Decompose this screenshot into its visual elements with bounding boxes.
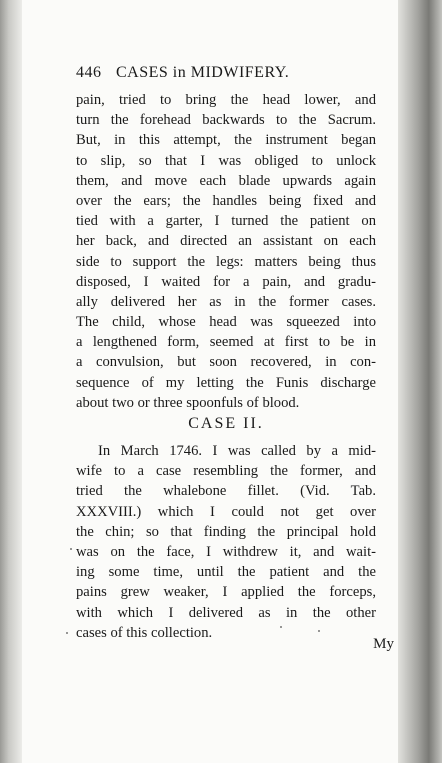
scan-speck	[280, 626, 282, 628]
text-line: sequence of my letting the Funis discharge	[76, 374, 376, 391]
text-line: In March 1746. I was called by a mid-	[98, 443, 376, 459]
running-title: CASES in MIDWIFERY.	[116, 64, 290, 81]
text-line: The child, whose head was squeezed into	[76, 314, 376, 331]
text-line: side to support the legs: matters being thus	[76, 253, 376, 270]
text-line: tried the whalebone fillet. (Vid. Tab.	[76, 483, 376, 500]
text-line: to slip, so that I was obliged to unlock	[76, 152, 376, 169]
text-line: about two or three spoonfuls of blood.	[76, 394, 300, 411]
page-number: 446	[76, 64, 102, 81]
text-line: disposed, I waited for a pain, and gradu-	[76, 273, 376, 290]
text-line: cases of this collection.	[76, 624, 213, 641]
scan-binding-shadow	[398, 0, 442, 763]
text-line: a convulsion, but soon recovered, in con-	[76, 354, 376, 371]
text-line: ing some time, until the patient and the	[76, 564, 376, 581]
catchword: My	[373, 636, 394, 652]
running-head	[76, 64, 372, 82]
text-line: XXXVIII.) which I could not get over	[76, 503, 376, 520]
paragraph-continued	[76, 90, 376, 413]
scan-speck	[66, 632, 68, 634]
scan-speck	[70, 548, 72, 550]
text-line: the chin; so that finding the principal hold	[76, 523, 376, 540]
text-line: ally delivered her as in the former cases.	[76, 293, 376, 310]
paragraph-case-two	[76, 441, 376, 643]
scan-left-margin-shadow	[0, 0, 22, 763]
text-line: pain, tried to bring the head lower, and	[76, 92, 376, 108]
text-line: over the ears; the handles being fixed and	[76, 192, 376, 209]
text-line: pains grew weaker, I applied the forceps,	[76, 584, 376, 601]
text-line: with which I delivered as in the other	[76, 604, 376, 621]
scan-speck	[318, 630, 320, 632]
text-line: But, in this attempt, the instrument began	[76, 132, 376, 149]
text-line: turn the forehead backwards to the Sacrum.	[76, 112, 376, 129]
text-line: wife to a case resembling the former, and	[76, 463, 376, 480]
section-heading: CASE II.	[188, 415, 264, 432]
text-line: a lengthened form, seemed at first to be in	[76, 334, 376, 351]
text-line: tied with a garter, I turned the patient on	[76, 213, 376, 230]
text-line: her back, and directed an assistant on each	[76, 233, 376, 250]
text-line: them, and move each blade upwards again	[76, 172, 376, 189]
text-line: was on the face, I withdrew it, and wait-	[76, 543, 376, 560]
